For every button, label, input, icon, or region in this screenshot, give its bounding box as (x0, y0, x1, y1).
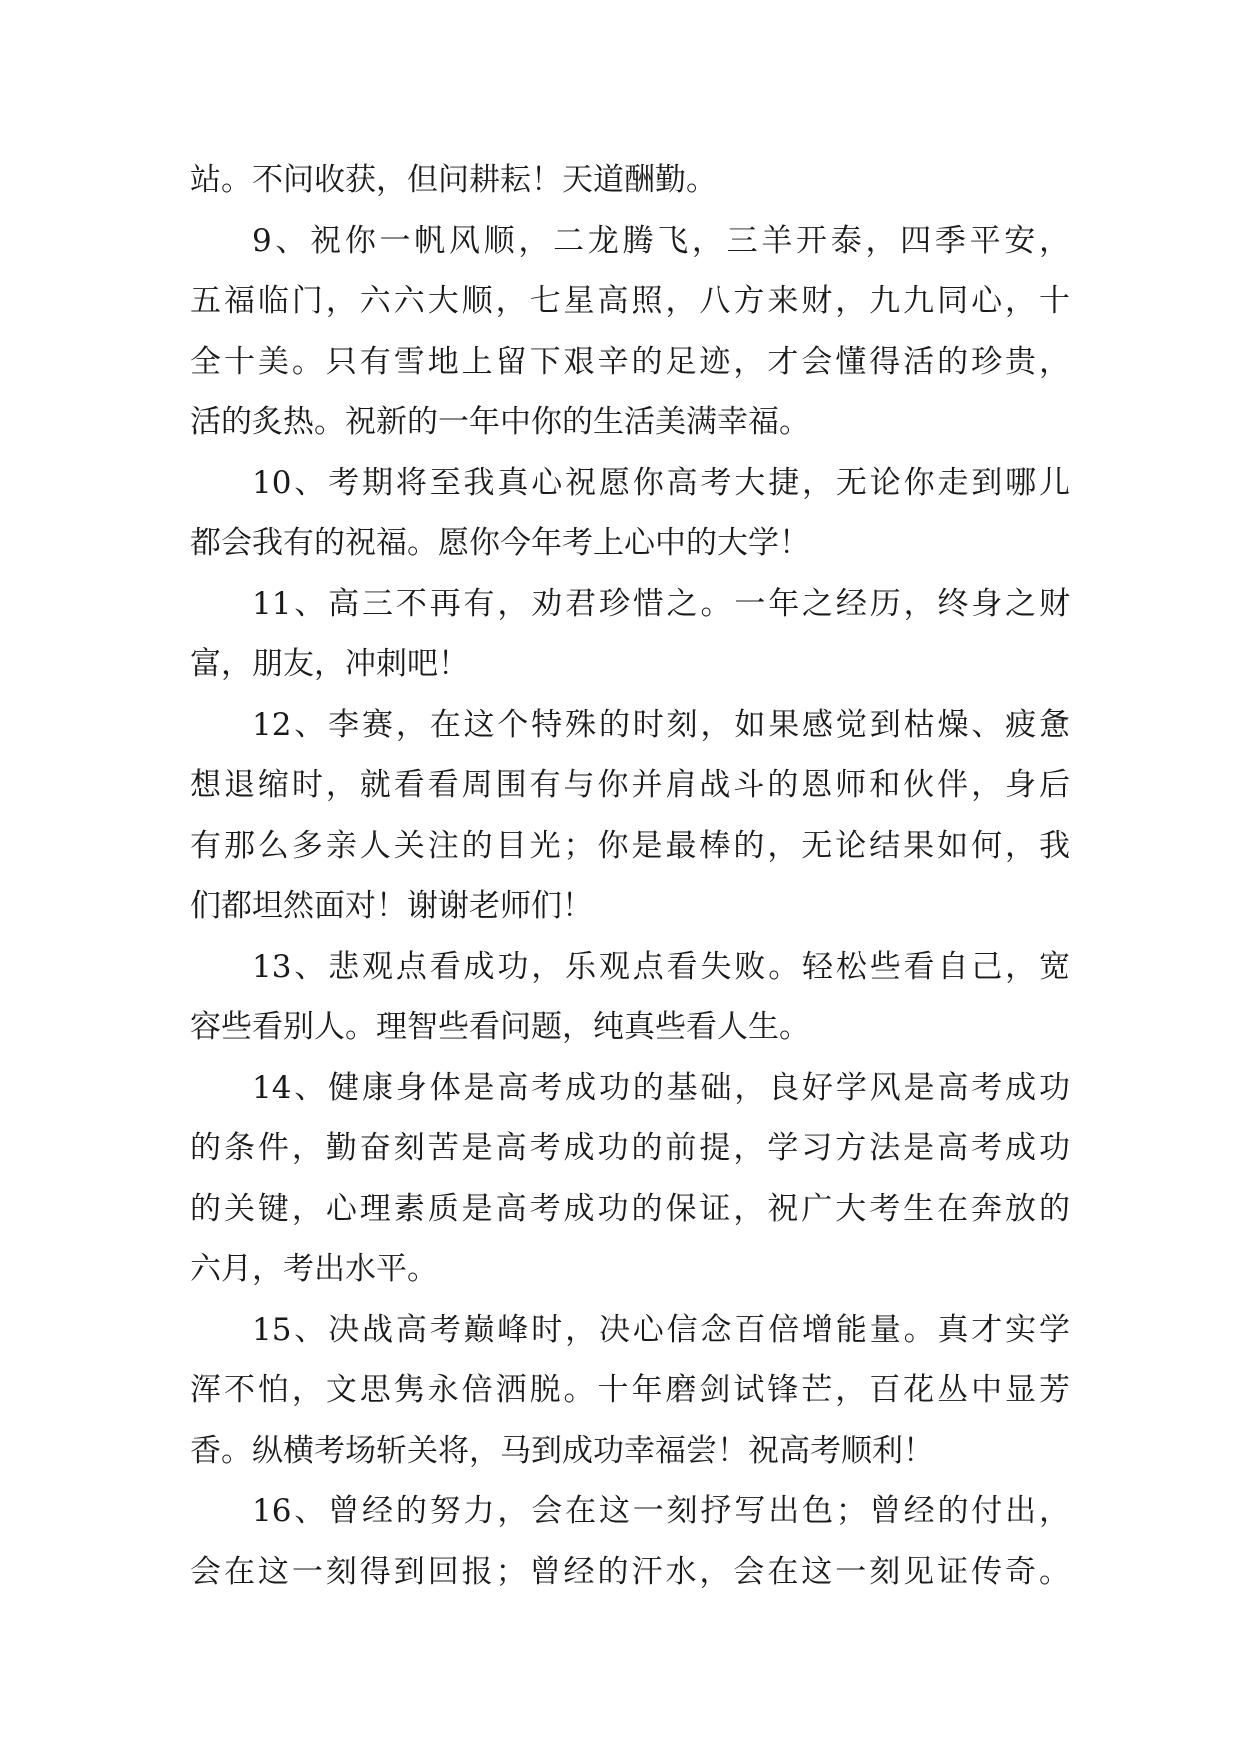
text-line: 们都坦然面对！谢谢老师们！ (190, 888, 593, 924)
text-line: 15、决战高考巅峰时，决心信念百倍增能量。真才实学 (252, 1311, 1070, 1348)
text-line: 有那么多亲人关注的目光；你是最棒的，无论结果如何，我 (190, 827, 1070, 864)
text-line: 10、考期将至我真心祝愿你高考大捷，无论你走到哪儿 (252, 464, 1070, 501)
text-line: 站。不问收获，但问耕耘！天道酬勤。 (190, 162, 717, 198)
text-line: 浑不怕，文思隽永倍洒脱。十年磨剑试锋芒，百花丛中显芳 (190, 1372, 1070, 1408)
text-line: 16、曾经的努力，会在这一刻抒写出色；曾经的付出， (252, 1493, 1070, 1529)
text-line: 会在这一刻得到回报；曾经的汗水，会在这一刻见证传奇。 (190, 1553, 1070, 1590)
text-line: 香。纵横考场斩关将，马到成功幸福尝！祝高考顺利！ (190, 1432, 934, 1469)
text-line: 12、李赛，在这个特殊的时刻，如果感觉到枯燥、疲惫 (252, 706, 1070, 743)
text-line: 全十美。只有雪地上留下艰辛的足迹，才会懂得活的珍贵， (190, 343, 1070, 380)
text-line: 的条件，勤奋刻苦是高考成功的前提，学习方法是高考成功 (190, 1130, 1070, 1166)
text-line: 都会我有的祝福。愿你今年考上心中的大学！ (190, 525, 810, 561)
text-line: 容些看别人。理智些看问题，纯真些看人生。 (190, 1009, 810, 1045)
text-line: 活的炙热。祝新的一年中你的生活美满幸福。 (190, 404, 810, 440)
text-line: 14、健康身体是高考成功的基础，良好学风是高考成功 (252, 1069, 1070, 1106)
text-line: 六月，考出水平。 (190, 1251, 438, 1287)
text-line: 9、祝你一帆风顺，二龙腾飞，三羊开泰，四季平安， (252, 222, 1070, 259)
text-line: 五福临门，六六大顺，七星高照，八方来财，九九同心，十 (190, 283, 1070, 319)
text-line: 11、高三不再有，劝君珍惜之。一年之经历，终身之财 (252, 585, 1070, 622)
text-line: 13、悲观点看成功，乐观点看失败。轻松些看自己，宽 (252, 948, 1070, 985)
document-body (190, 150, 1070, 1602)
text-line: 想退缩时，就看看周围有与你并肩战斗的恩师和伙伴，身后 (190, 767, 1070, 803)
text-line: 富，朋友，冲刺吧！ (190, 646, 469, 682)
text-line: 的关键，心理素质是高考成功的保证，祝广大考生在奔放的 (190, 1190, 1070, 1227)
